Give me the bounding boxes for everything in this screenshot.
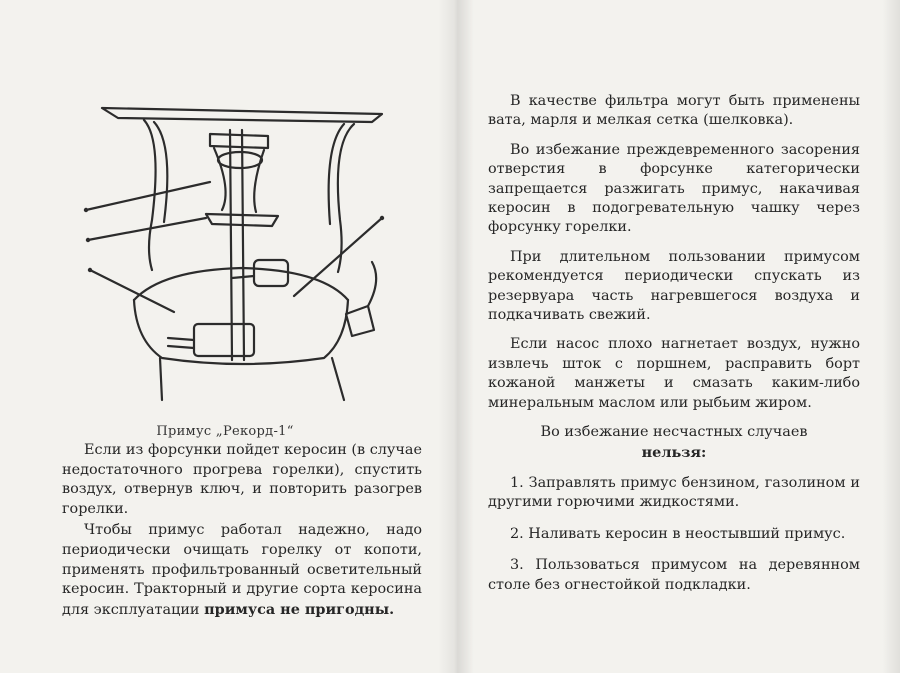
right-page-text — [488, 92, 860, 607]
right-page — [450, 0, 900, 673]
warning-item-2: 2. Наливать керосин в неостывший примус. — [510, 525, 846, 542]
warning-line-2: нельзя: — [641, 443, 707, 461]
left-paragraph-2-start: Чтобы примус работал надежно, надо периодически очищать горелку от копоти, применять профильтрованный осветительный керосин. Тракторный и другие сорта керосина для эксплуатации — [62, 522, 422, 618]
warning-item-1: 1. Заправлять примус бензином, газолином и другими горючими жидкостями. — [488, 474, 860, 511]
left-paragraph-2-end: примуса не пригодны. — [204, 600, 395, 618]
left-paragraph-2 — [62, 521, 422, 620]
left-page-text — [62, 441, 422, 620]
warning-item-3: 3. Пользоваться примусом на деревянном столе без огнестойкой подкладки. — [488, 557, 860, 593]
figure-caption: Примус „Рекорд-1“ — [156, 424, 294, 439]
primus-stove-illustration — [82, 100, 402, 410]
right-paragraph-2: Во избежание преждевременного засорения отверстия в форсунке категорически запрещается разжигать примус, накачивая керосин в подогревательную чашку через форсунку горелки. — [488, 141, 860, 236]
right-paragraph-1: В качестве фильтра могут быть применены вата, марля и мелкая сетка (шелковка). — [488, 93, 860, 129]
warning-heading — [488, 423, 860, 462]
left-paragraph-1: Если из форсунки пойдет керосин (в случае недостаточного прогрева горелки), спустить воздух, отвернув ключ, и повторить разогрев горелки. — [62, 442, 422, 517]
right-paragraph-4: Если насос плохо нагнетает воздух, нужно извлечь шток с поршнем, расправить борт кожаной манжеты и смазать каким-либо минеральным маслом или рыбьим жиром. — [488, 336, 860, 411]
right-paragraph-3: При длительном пользовании примусом рекомендуется периодически спускать из резервуара часть нагревшегося воздуха и подкачивать свежий. — [488, 248, 860, 324]
warning-line-1: Во избежание несчастных случаев — [540, 424, 808, 441]
